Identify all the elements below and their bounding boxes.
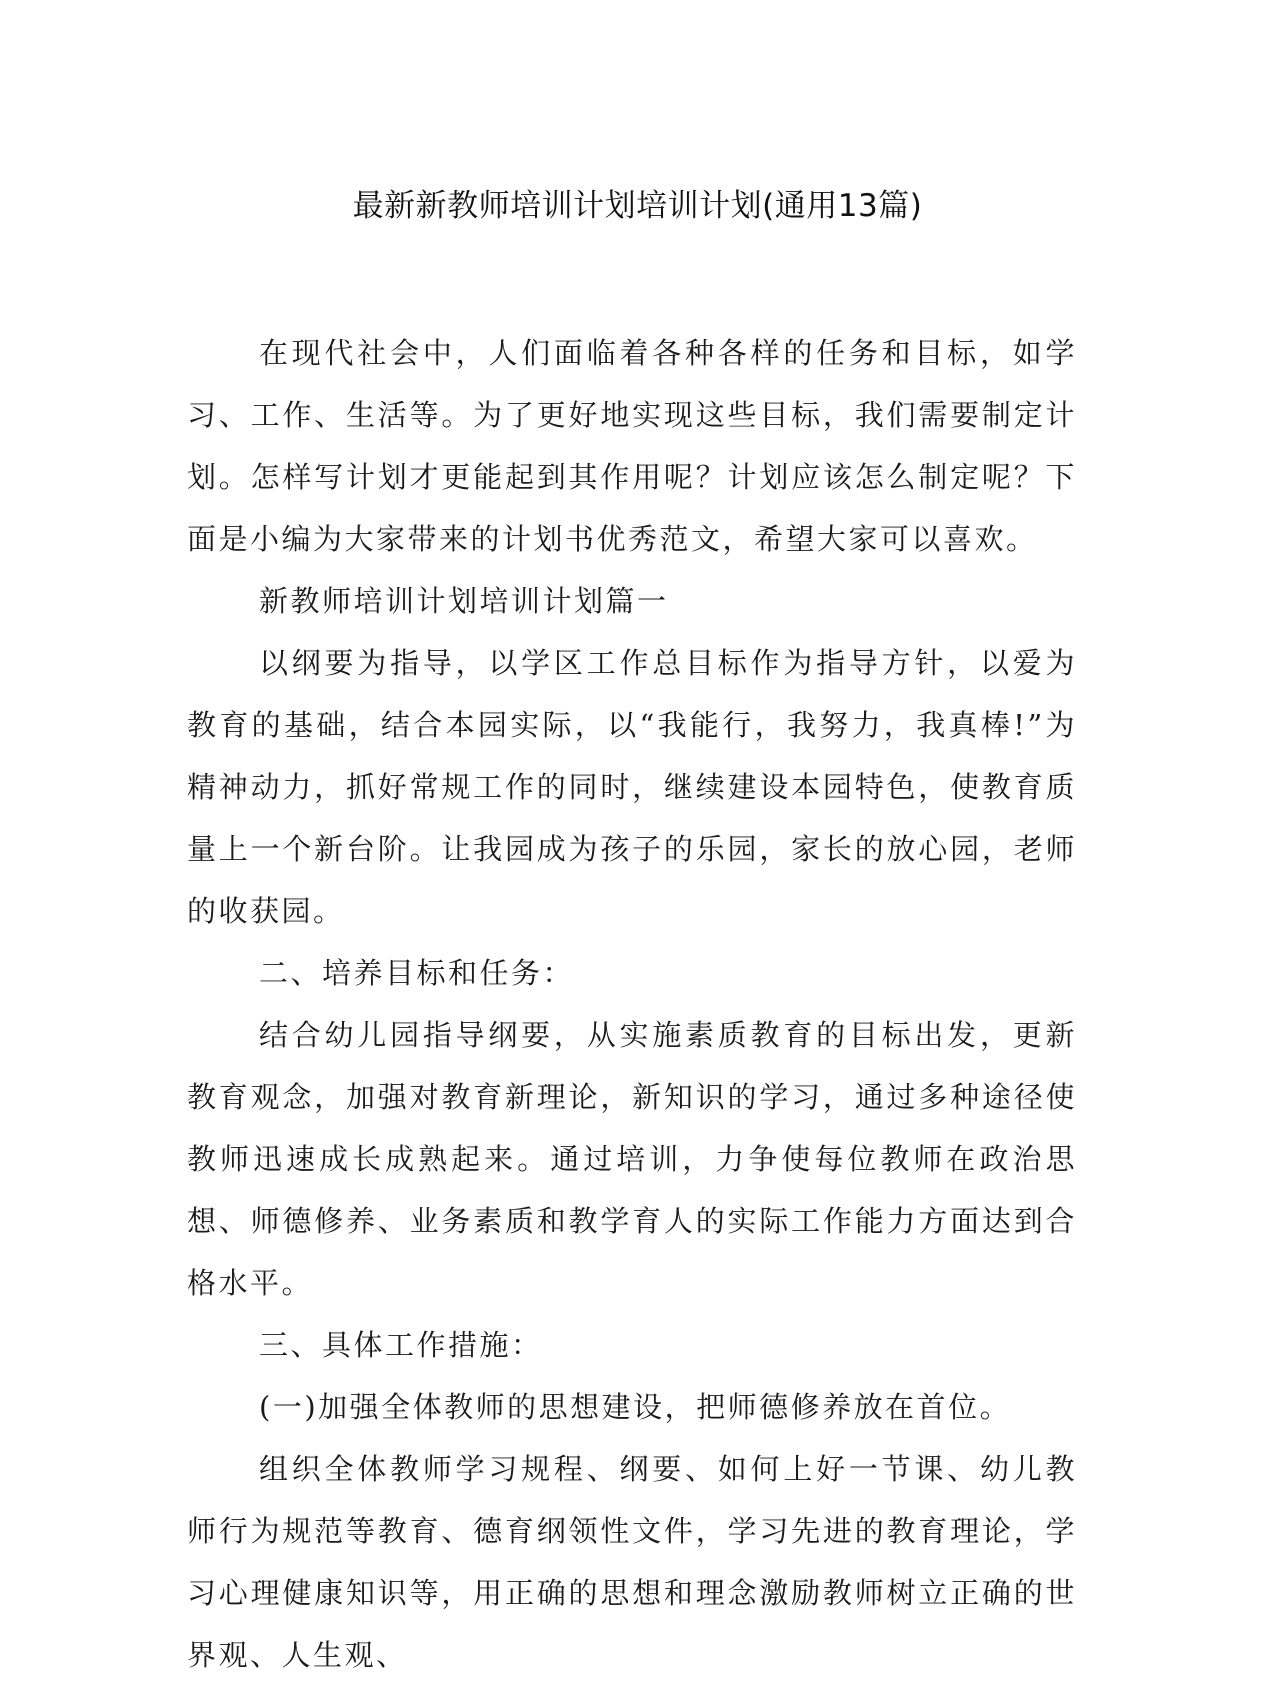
document-title: 最新新教师培训计划培训计划(通用13篇)	[352, 188, 923, 224]
document-body	[187, 322, 1077, 1686]
paragraph-guiding-principle: 以纲要为指导，以学区工作总目标作为指导方针，以爱为教育的基础，结合本园实际，以“我能行，我努力，我真棒!”为精神动力，抓好常规工作的同时，继续建设本园特色，使教育质量上一个新台阶。让我园成为孩子的乐园，家长的放心园，老师的收获园。	[187, 646, 1077, 928]
paragraph-goals: 结合幼儿园指导纲要，从实施素质教育的目标出发，更新教育观念，加强对教育新理论，新知识的学习，通过多种途径使教师迅速成长成熟起来。通过培训，力争使每位教师在政治思想、师德修养、业务素质和教学育人的实际工作能力方面达到合格水平。	[187, 1018, 1077, 1300]
section-heading-measures: 三、具体工作措施：	[259, 1328, 543, 1362]
section-heading-part-one: 新教师培训计划培训计划篇一	[259, 584, 669, 618]
paragraph-study-organization: 组织全体教师学习规程、纲要、如何上好一节课、幼儿教师行为规范等教育、德育纲领性文件，学习先进的教育理论，学习心理健康知识等，用正确的思想和理念激励教师树立正确的世界观、人生观、	[187, 1452, 1077, 1672]
subheading-ethics: (一)加强全体教师的思想建设，把师德修养放在首位。	[259, 1390, 1012, 1424]
paragraph-intro: 在现代社会中，人们面临着各种各样的任务和目标，如学习、工作、生活等。为了更好地实现这些目标，我们需要制定计划。怎样写计划才更能起到其作用呢？计划应该怎么制定呢？下面是小编为大家带来的计划书优秀范文，希望大家可以喜欢。	[187, 336, 1077, 556]
section-heading-goals: 二、培养目标和任务：	[259, 956, 575, 990]
